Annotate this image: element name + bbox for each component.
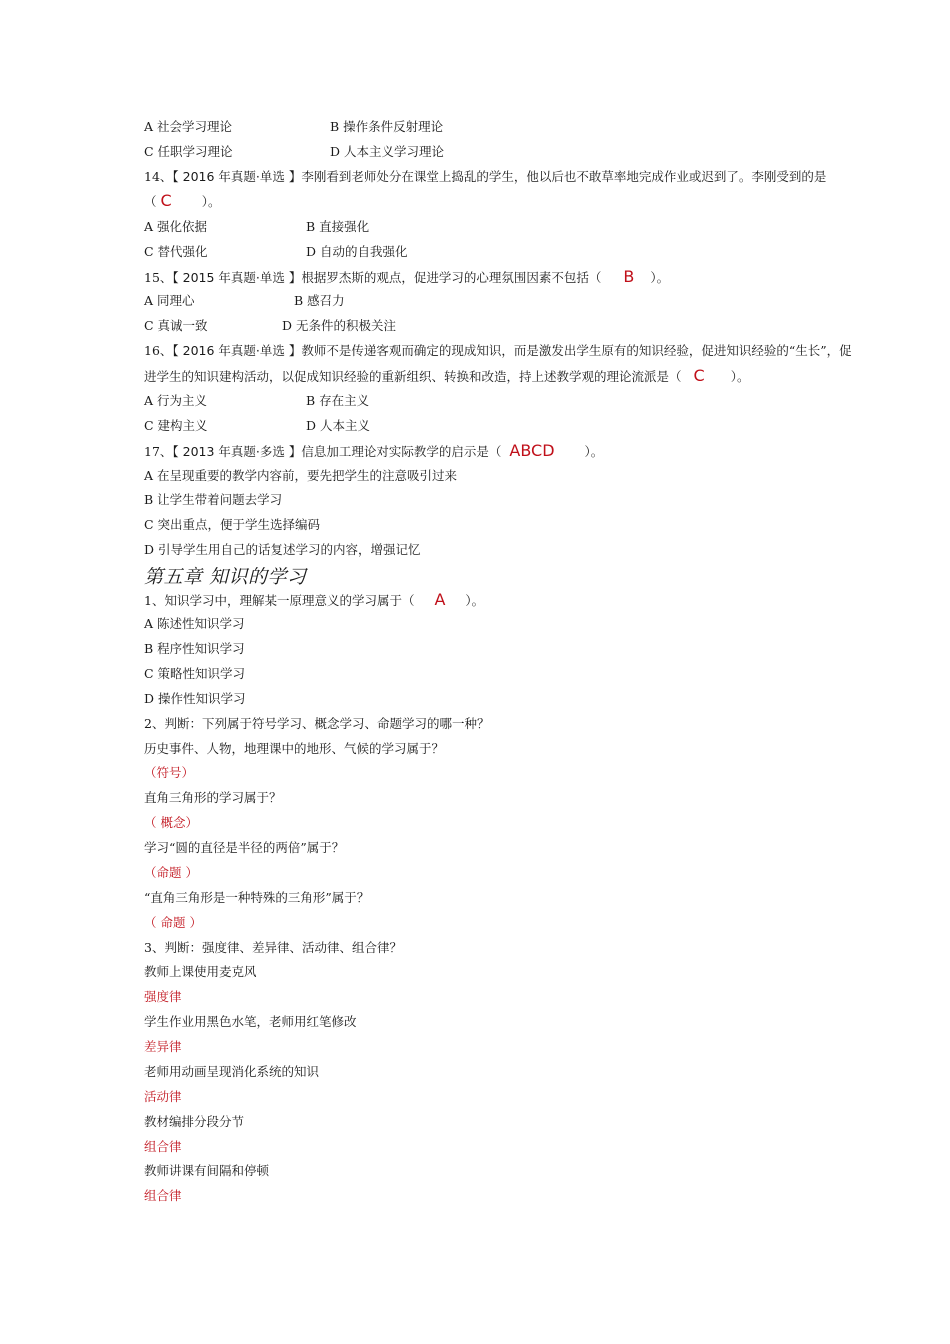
q17-answer: ABCD — [509, 441, 555, 460]
c2-question-1: 历史事件、人物，地理课中的地形、气候的学习属于？ — [144, 741, 445, 756]
chapter-title: 第五章 知识的学习 — [144, 566, 307, 588]
c2-answer-3: （命题 ） — [144, 865, 198, 880]
q17-option-b: B 让学生带着问题去学习 — [144, 492, 283, 507]
q15-stem — [144, 268, 669, 287]
q13-option-b: B 操作条件反射理论 — [330, 119, 444, 134]
q15-tag: 【 2015 年真题·单选 】 — [172, 270, 302, 285]
c1-stem-text: 1、知识学习中，理解某一原理意义的学习属于（ — [144, 593, 415, 608]
c1-option-b: B 程序性知识学习 — [144, 641, 245, 656]
c3-answer-1: 强度律 — [144, 989, 182, 1004]
q14-option-a: A 强化依据 — [144, 219, 208, 234]
q16-close-paren: ）。 — [730, 369, 750, 384]
q16-option-a: A 行为主义 — [144, 393, 208, 408]
q17-stem-text: 信息加工理论对实际教学的启示是（ — [301, 444, 502, 459]
c2-question-4: “直角三角形是一种特殊的三角形”属于？ — [144, 890, 370, 905]
q14-stem-line1 — [144, 168, 826, 186]
c3-question-1: 教师上课使用麦克风 — [144, 964, 257, 979]
q16-stem-line2 — [144, 367, 749, 386]
c2-answer-4: （ 命题 ） — [144, 915, 202, 930]
q14-close-paren: ）。 — [201, 194, 221, 209]
q16-stem-line1 — [144, 342, 852, 360]
c3-question-2: 学生作业用黑色水笔，老师用红笔修改 — [144, 1014, 357, 1029]
q15-option-a: A 同理心 — [144, 293, 195, 308]
q15-answer: B — [623, 267, 635, 286]
q16-tag: 【 2016 年真题·单选 】 — [172, 343, 302, 358]
c3-question-5: 教师讲课有间隔和停顿 — [144, 1163, 270, 1178]
c2-question-2: 直角三角形的学习属于？ — [144, 790, 282, 805]
c3-question-3: 老师用动画呈现消化系统的知识 — [144, 1064, 320, 1079]
c3-answer-4: 组合律 — [144, 1139, 182, 1154]
q14-stem: 李刚看到老师处分在课堂上捣乱的学生，他以后也不敢草率地完成作业或迟到了。李刚受到的是 — [301, 169, 827, 184]
q14-stem-line2 — [144, 192, 220, 211]
c1-stem — [144, 591, 484, 610]
c3-stem: 3、判断：强度律、差异律、活动律、组合律？ — [144, 940, 402, 955]
q17-option-c: C 突出重点，便于学生选择编码 — [144, 517, 321, 532]
q14-option-d: D 自动的自我强化 — [306, 244, 408, 259]
q13-option-a: A 社会学习理论 — [144, 119, 233, 134]
q16-answer: C — [693, 366, 705, 385]
q16-stem-text1: 教师不是传递客观而确定的现成知识，而是激发出学生原有的知识经验，促进知识经验的“生长”，促 — [301, 343, 852, 358]
q17-option-d: D 引导学生用自己的话复述学习的内容，增强记忆 — [144, 542, 421, 557]
q15-stem-text: 根据罗杰斯的观点，促进学习的心理氛围因素不包括（ — [301, 270, 602, 285]
q17-close-paren: ）。 — [584, 444, 604, 459]
q16-option-b: B 存在主义 — [306, 393, 370, 408]
q14-number: 14、 — [144, 169, 173, 184]
q15-option-d: D 无条件的积极关注 — [282, 318, 396, 333]
c3-answer-5: 组合律 — [144, 1188, 182, 1203]
c2-answer-1: （符号） — [144, 765, 195, 780]
c2-stem: 2、判断：下列属于符号学习、概念学习、命题学习的哪一种？ — [144, 716, 490, 731]
q14-answer: C — [160, 191, 172, 210]
q14-open-paren: （ — [144, 194, 157, 209]
q16-stem-text2: 进学生的知识建构活动，以促成知识经验的重新组织、转换和改造，持上述教学观的理论流派是（ — [144, 369, 682, 384]
q13-option-d: D 人本主义学习理论 — [330, 144, 444, 159]
q17-stem — [144, 442, 603, 461]
c1-option-d: D 操作性知识学习 — [144, 691, 246, 706]
c3-answer-2: 差异律 — [144, 1039, 182, 1054]
q15-close-paren: ）。 — [650, 270, 670, 285]
q15-option-b: B 感召力 — [294, 293, 345, 308]
c1-option-a: A 陈述性知识学习 — [144, 616, 245, 631]
q16-number: 16、 — [144, 343, 173, 358]
q17-option-a: A 在呈现重要的教学内容前，要先把学生的注意吸引过来 — [144, 468, 458, 483]
q15-number: 15、 — [144, 270, 173, 285]
q16-option-d: D 人本主义 — [306, 418, 370, 433]
q14-tag: 【 2016 年真题·单选 】 — [172, 169, 302, 184]
q14-option-b: B 直接强化 — [306, 219, 370, 234]
q13-option-c: C 任职学习理论 — [144, 144, 233, 159]
q14-option-c: C 替代强化 — [144, 244, 208, 259]
q17-number: 17、 — [144, 444, 173, 459]
c3-question-4: 教材编排分段分节 — [144, 1114, 245, 1129]
c1-answer: A — [434, 590, 446, 609]
c2-question-3: 学习“圆的直径是半径的两倍”属于？ — [144, 840, 345, 855]
c3-answer-3: 活动律 — [144, 1089, 182, 1104]
c2-answer-2: （ 概念） — [144, 815, 198, 830]
q15-option-c: C 真诚一致 — [144, 318, 208, 333]
q16-option-c: C 建构主义 — [144, 418, 208, 433]
c1-close-paren: ）。 — [465, 593, 485, 608]
c1-option-c: C 策略性知识学习 — [144, 666, 246, 681]
q17-tag: 【 2013 年真题·多选 】 — [172, 444, 302, 459]
